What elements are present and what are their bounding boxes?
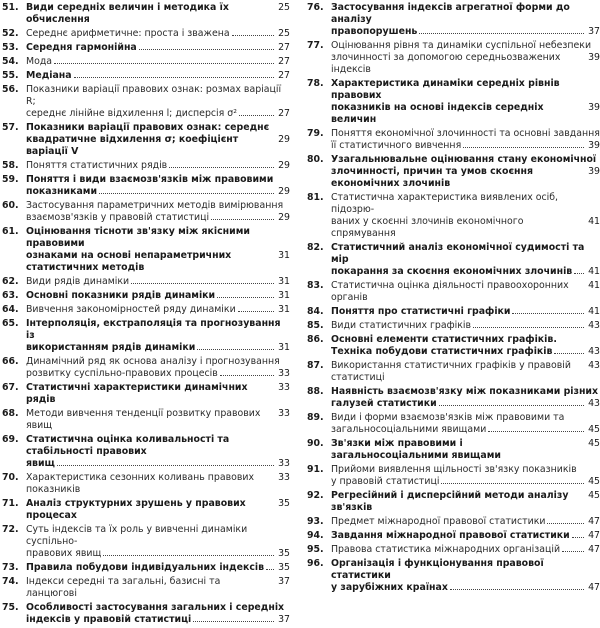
toc-page-number: 43 bbox=[588, 320, 600, 331]
toc-entry-number: 78. bbox=[307, 78, 324, 89]
toc-entry-title-line: ваних у скоєнні злочинів економічного спрямування bbox=[331, 216, 524, 239]
toc-page-number: 33 bbox=[278, 472, 290, 483]
toc-entry-number: 60. bbox=[2, 200, 19, 211]
toc-entry[interactable] bbox=[0, 42, 290, 54]
dot-leader bbox=[239, 115, 274, 116]
toc-entry[interactable] bbox=[305, 320, 600, 332]
toc-entry[interactable] bbox=[0, 276, 290, 288]
toc-page-number: 45 bbox=[588, 438, 600, 449]
toc-entry-title-line: Статистична характеристика виявлених осіб, підозрю- bbox=[331, 192, 558, 215]
toc-entry-title-line: Види статистичних графіків bbox=[331, 320, 472, 331]
toc-entry[interactable] bbox=[0, 524, 290, 560]
toc-entry-title-line: Динамічний ряд як основа аналізу і прогнозування bbox=[26, 356, 280, 367]
toc-entry-title-line: Вивчення закономірностей ряду динаміки bbox=[26, 304, 236, 315]
toc-entry-title-line: у зарубіжних країнах bbox=[331, 582, 448, 593]
toc-entry-number: 82. bbox=[307, 242, 324, 253]
toc-page-number: 33 bbox=[278, 458, 290, 469]
dot-leader bbox=[439, 405, 584, 406]
toc-entry-title-line: Аналіз структурних зрушень у правових процесах bbox=[26, 498, 246, 521]
toc-page-number: 47 bbox=[588, 582, 600, 593]
toc-page-number: 31 bbox=[278, 342, 290, 353]
toc-page-number: 47 bbox=[588, 516, 600, 527]
toc-entry-title-line: Оцінювання рівня та динаміки суспільної небезпеки bbox=[331, 40, 592, 51]
toc-entry[interactable] bbox=[0, 84, 290, 120]
toc-page-number: 45 bbox=[588, 476, 600, 487]
toc-page-number: 37 bbox=[278, 614, 290, 625]
toc-page-number: 41 bbox=[588, 216, 600, 227]
toc-entry-title-line: загальносоціальними явищами bbox=[331, 424, 487, 435]
toc-entry[interactable] bbox=[305, 128, 600, 152]
toc-entry-title-line: Предмет міжнародної правової статистики bbox=[331, 516, 546, 527]
toc-entry-title-line: Середнє арифметичне: проста і зважена bbox=[26, 28, 230, 39]
toc-entry-number: 80. bbox=[307, 154, 324, 165]
toc-entry-title-line: Узагальнювальне оцінювання стану економічної bbox=[331, 154, 597, 165]
toc-page-number: 41 bbox=[588, 280, 600, 291]
toc-entry[interactable] bbox=[0, 28, 290, 40]
toc-entry-title-line: Статистичні характеристики динамічних рядів bbox=[26, 382, 248, 405]
toc-page-number: 33 bbox=[278, 382, 290, 393]
toc-page-number: 31 bbox=[278, 276, 290, 287]
toc-entry[interactable] bbox=[305, 40, 600, 76]
toc-entry-number: 95. bbox=[307, 544, 324, 555]
toc-entry-number: 96. bbox=[307, 558, 324, 569]
toc-entry[interactable] bbox=[305, 280, 600, 304]
toc-entry[interactable] bbox=[305, 544, 600, 556]
toc-entry-title-line: Основні елементи статистичних графіків. bbox=[331, 334, 557, 345]
toc-entry-number: 55. bbox=[2, 70, 19, 81]
toc-page-number: 27 bbox=[278, 70, 290, 81]
toc-entry[interactable] bbox=[305, 192, 600, 240]
toc-entry-number: 54. bbox=[2, 56, 19, 67]
dot-leader bbox=[57, 465, 274, 466]
toc-entry-number: 87. bbox=[307, 360, 324, 371]
toc-entry-title-line: Застосування параметричних методів вимірювання bbox=[26, 200, 284, 211]
toc-page-number: 43 bbox=[588, 346, 600, 357]
toc-entry[interactable] bbox=[0, 304, 290, 316]
toc-right-column bbox=[305, 2, 600, 596]
toc-page-number: 35 bbox=[278, 562, 290, 573]
toc-entry-title-line: показників на основі індексів середніх величин bbox=[331, 102, 544, 125]
toc-entry[interactable] bbox=[0, 562, 290, 574]
toc-entry-number: 81. bbox=[307, 192, 324, 203]
toc-entry-number: 92. bbox=[307, 490, 324, 501]
dot-leader bbox=[512, 313, 584, 314]
dot-leader bbox=[441, 483, 584, 484]
toc-entry[interactable] bbox=[0, 2, 290, 26]
toc-entry-title-line: покарання за скоєння економічних злочинів bbox=[331, 266, 573, 277]
dot-leader bbox=[99, 193, 274, 194]
toc-page-number: 25 bbox=[278, 28, 290, 39]
toc-entry-title-line: Поняття економічної злочинності та основні завдання bbox=[331, 128, 600, 139]
toc-entry-title-line: Види рядів динаміки bbox=[26, 276, 130, 287]
toc-entry-title-line: Прийоми виявлення щільності зв'язку показників bbox=[331, 464, 577, 475]
toc-entry-title-line: індексів у правовій статистиці bbox=[26, 614, 192, 625]
toc-entry-title-line: Мода bbox=[26, 56, 53, 67]
dot-leader bbox=[562, 551, 584, 552]
dot-leader bbox=[238, 311, 274, 312]
toc-entry-title-line: Характеристика динаміки середніх рівнів правових bbox=[331, 78, 560, 101]
toc-entry[interactable] bbox=[0, 382, 290, 406]
toc-entry[interactable] bbox=[305, 516, 600, 528]
toc-page-number: 35 bbox=[278, 498, 290, 509]
toc-entry[interactable] bbox=[0, 318, 290, 354]
toc-entry-number: 71. bbox=[2, 498, 19, 509]
toc-entry-title-line: Основні показники рядів динаміки bbox=[26, 290, 216, 301]
toc-entry[interactable] bbox=[0, 226, 290, 274]
dot-leader bbox=[139, 49, 274, 50]
toc-entry-number: 70. bbox=[2, 472, 19, 483]
dot-leader bbox=[419, 33, 584, 34]
toc-entry-title-line: Види середніх величин і методика їх обчислення bbox=[26, 2, 229, 25]
toc-entry[interactable] bbox=[305, 490, 600, 514]
toc-entry-title-line: Характеристика сезонних коливань правових показників bbox=[26, 472, 255, 495]
toc-entry-title-line: взаємозв'язків у правовій статистиці bbox=[26, 212, 210, 223]
toc-entry-title-line: середнє лінійне відхилення l; дисперсія σ² bbox=[26, 108, 237, 119]
toc-page-number: 47 bbox=[588, 544, 600, 555]
dot-leader bbox=[54, 63, 274, 64]
toc-entry[interactable] bbox=[305, 558, 600, 594]
toc-entry-number: 79. bbox=[307, 128, 324, 139]
dot-leader bbox=[169, 167, 274, 168]
toc-entry[interactable] bbox=[305, 530, 600, 542]
toc-entry-title-line: Показники варіації правових ознак: середнє bbox=[26, 122, 270, 133]
toc-entry-title-line: ознаками на основі непараметричних статистичних методів bbox=[26, 250, 232, 273]
toc-entry-number: 67. bbox=[2, 382, 19, 393]
toc-entry-title-line: Поняття і види взаємозв'язків між правовими bbox=[26, 174, 274, 185]
toc-entry[interactable] bbox=[305, 306, 600, 318]
toc-entry-number: 57. bbox=[2, 122, 19, 133]
toc-page-number: 31 bbox=[278, 304, 290, 315]
dot-leader bbox=[450, 589, 584, 590]
toc-entry-number: 73. bbox=[2, 562, 19, 573]
toc-entry-number: 66. bbox=[2, 356, 19, 367]
toc-entry[interactable] bbox=[305, 360, 600, 384]
toc-entry[interactable] bbox=[305, 464, 600, 488]
toc-entry[interactable] bbox=[0, 498, 290, 522]
dot-leader bbox=[211, 219, 274, 220]
toc-entry-title-line: Зв'язки між правовими і загальносоціальними явищами bbox=[331, 438, 501, 461]
toc-page-number: 29 bbox=[278, 160, 290, 171]
toc-page-number: 41 bbox=[588, 266, 600, 277]
dot-leader bbox=[197, 349, 274, 350]
toc-left-column bbox=[0, 2, 290, 628]
toc-entry[interactable] bbox=[0, 160, 290, 172]
toc-entry-title-line: Застосування індексів агрегатної форми до аналізу bbox=[331, 2, 570, 25]
dot-leader bbox=[220, 375, 274, 376]
toc-entry-number: 72. bbox=[2, 524, 19, 535]
toc-entry-title-line: Суть індексів та їх роль у вивченні динаміки суспільно- bbox=[26, 524, 248, 547]
toc-page-number: 31 bbox=[278, 250, 290, 261]
toc-entry-number: 68. bbox=[2, 408, 19, 419]
toc-page-number: 29 bbox=[278, 134, 290, 145]
toc-entry-title-line: у правовій статистиці bbox=[331, 476, 440, 487]
toc-entry-title-line: Поняття статистичних рядів bbox=[26, 160, 168, 171]
toc-entry[interactable] bbox=[0, 576, 290, 600]
toc-page-number: 25 bbox=[278, 2, 290, 13]
toc-entry-number: 62. bbox=[2, 276, 19, 287]
toc-entry-title-line: Організація і функціонування правової статистики bbox=[331, 558, 544, 581]
toc-entry[interactable] bbox=[305, 386, 600, 410]
toc-page-number: 31 bbox=[278, 290, 290, 301]
dot-leader bbox=[463, 147, 584, 148]
toc-entry-title-line: правопорушень bbox=[331, 26, 418, 37]
toc-entry-title-line: явищ bbox=[26, 458, 55, 469]
toc-entry-number: 90. bbox=[307, 438, 324, 449]
toc-entry[interactable] bbox=[0, 200, 290, 224]
dot-leader bbox=[131, 283, 274, 284]
toc-entry-number: 85. bbox=[307, 320, 324, 331]
toc-entry-number: 83. bbox=[307, 280, 324, 291]
toc-page-number: 39 bbox=[588, 166, 600, 177]
toc-entry-number: 58. bbox=[2, 160, 19, 171]
toc-page-number: 27 bbox=[278, 42, 290, 53]
toc-entry-number: 84. bbox=[307, 306, 324, 317]
dot-leader bbox=[193, 621, 274, 622]
toc-entry-number: 51. bbox=[2, 2, 19, 13]
toc-entry[interactable] bbox=[0, 434, 290, 470]
toc-entry-number: 65. bbox=[2, 318, 19, 329]
toc-entry-number: 93. bbox=[307, 516, 324, 527]
toc-entry-number: 69. bbox=[2, 434, 19, 445]
toc-entry[interactable] bbox=[305, 78, 600, 126]
toc-entry-number: 76. bbox=[307, 2, 324, 13]
toc-entry-title-line: Статистична оцінка діяльності правоохоронних органів bbox=[331, 280, 569, 303]
toc-page-number: 41 bbox=[588, 306, 600, 317]
toc-entry-title-line: правових явищ bbox=[26, 548, 102, 559]
toc-entry-title-line: Статистичний аналіз економічної судимості та мір bbox=[331, 242, 585, 265]
toc-entry[interactable] bbox=[0, 56, 290, 68]
toc-entry-title-line: Наявність взаємозв'язку між показниками різних bbox=[331, 386, 599, 397]
toc-page-number: 29 bbox=[278, 212, 290, 223]
toc-entry[interactable] bbox=[0, 290, 290, 302]
toc-entry[interactable] bbox=[0, 174, 290, 198]
toc-entry-title-line: Середня гармонійна bbox=[26, 42, 137, 53]
dot-leader bbox=[574, 273, 584, 274]
toc-entry-title-line: Види і форми взаємозв'язків між правовими та bbox=[331, 412, 565, 423]
dot-leader bbox=[217, 297, 274, 298]
toc-entry-number: 64. bbox=[2, 304, 19, 315]
toc-entry-title-line: Поняття про статистичні графіки bbox=[331, 306, 511, 317]
toc-entry-number: 59. bbox=[2, 174, 19, 185]
toc-page-number: 27 bbox=[278, 56, 290, 67]
dot-leader bbox=[232, 35, 274, 36]
toc-entry-number: 75. bbox=[2, 602, 19, 613]
toc-entry[interactable] bbox=[305, 2, 600, 38]
dot-leader bbox=[488, 431, 584, 432]
toc-entry[interactable] bbox=[305, 412, 600, 436]
dot-leader bbox=[572, 537, 584, 538]
toc-page-number: 39 bbox=[588, 102, 600, 113]
toc-entry[interactable] bbox=[0, 602, 290, 626]
toc-entry-number: 88. bbox=[307, 386, 324, 397]
toc-page-number: 39 bbox=[588, 52, 600, 63]
toc-page-number: 43 bbox=[588, 398, 600, 409]
toc-entry-title-line: квадратичне відхилення σ; коефіцієнт варіації V bbox=[26, 134, 239, 157]
toc-page-number: 45 bbox=[588, 424, 600, 435]
toc-entry[interactable] bbox=[305, 242, 600, 278]
toc-page-number: 39 bbox=[588, 140, 600, 151]
toc-entry-number: 61. bbox=[2, 226, 19, 237]
toc-page-number: 27 bbox=[278, 108, 290, 119]
toc-entry-number: 89. bbox=[307, 412, 324, 423]
toc-entry-number: 91. bbox=[307, 464, 324, 475]
toc-entry-title-line: розвитку суспільно-правових процесів bbox=[26, 368, 218, 379]
toc-page-number: 37 bbox=[278, 576, 290, 587]
dot-leader bbox=[103, 555, 274, 556]
toc-page-number: 43 bbox=[588, 360, 600, 371]
toc-page-number: 33 bbox=[278, 408, 290, 419]
toc-entry-title-line: злочинності за допомогою середньозважених індексів bbox=[331, 52, 561, 75]
toc-entry-title-line: Інтерполяція, екстраполяція та прогнозування із bbox=[26, 318, 281, 341]
toc-entry[interactable] bbox=[305, 334, 600, 358]
toc-entry-number: 86. bbox=[307, 334, 324, 345]
toc-page-number: 29 bbox=[278, 186, 290, 197]
toc-entry-title-line: Техніка побудови статистичних графіків bbox=[331, 346, 553, 357]
toc-page-number: 37 bbox=[588, 26, 600, 37]
toc-entry-number: 63. bbox=[2, 290, 19, 301]
toc-entry-title-line: показниками bbox=[26, 186, 98, 197]
toc-entry[interactable] bbox=[305, 154, 600, 190]
toc-page-number: 45 bbox=[588, 490, 600, 501]
toc-entry-number: 53. bbox=[2, 42, 19, 53]
toc-page-number: 47 bbox=[588, 530, 600, 541]
toc-entry-number: 77. bbox=[307, 40, 324, 51]
dot-leader bbox=[554, 353, 584, 354]
toc-entry-title-line: її статистичного вивчення bbox=[331, 140, 462, 151]
toc-entry-title-line: Використання статистичних графіків у правовій статистиці bbox=[331, 360, 571, 383]
toc-entry[interactable] bbox=[0, 356, 290, 380]
toc-entry-number: 94. bbox=[307, 530, 324, 541]
toc-entry-title-line: Методи вивчення тенденції розвитку правових явищ bbox=[26, 408, 261, 431]
toc-entry-number: 56. bbox=[2, 84, 19, 95]
toc-entry[interactable] bbox=[305, 438, 600, 462]
dot-leader bbox=[473, 327, 584, 328]
toc-entry-title-line: Особливості застосування загальних і середніх bbox=[26, 602, 285, 613]
toc-entry-title-line: Регресійний і дисперсійний методи аналізу зв'язків bbox=[331, 490, 569, 513]
toc-entry-title-line: галузей статистики bbox=[331, 398, 437, 409]
toc-entry-title-line: Правила побудови індивідуальних індексів bbox=[26, 562, 265, 573]
toc-entry-number: 74. bbox=[2, 576, 19, 587]
toc-entry[interactable] bbox=[0, 472, 290, 496]
toc-entry[interactable] bbox=[0, 122, 290, 158]
dot-leader bbox=[74, 77, 274, 78]
toc-entry-title-line: Індекси середні та загальні, базисні та ланцюгові bbox=[26, 576, 221, 599]
toc-entry-title-line: Медіана bbox=[26, 70, 72, 81]
toc-entry-title-line: Оцінювання тісноти зв'язку між якісними правовими bbox=[26, 226, 250, 249]
toc-entry[interactable] bbox=[0, 70, 290, 82]
toc-entry-title-line: Правова статистика міжнародних організацій bbox=[331, 544, 561, 555]
toc-page-number: 33 bbox=[278, 368, 290, 379]
toc-entry-number: 52. bbox=[2, 28, 19, 39]
toc-entry[interactable] bbox=[0, 408, 290, 432]
toc-entry-title-line: Завдання міжнародної правової статистики bbox=[331, 530, 570, 541]
dot-leader bbox=[266, 569, 274, 570]
toc-entry-title-line: Показники варіації правових ознак: розмах варіації R; bbox=[26, 84, 282, 107]
toc-page-number: 35 bbox=[278, 548, 290, 559]
dot-leader bbox=[547, 523, 584, 524]
toc-entry-title-line: Статистична оцінка коливальності та стабільності правових bbox=[26, 434, 230, 457]
toc-entry-title-line: використанням рядів динаміки bbox=[26, 342, 196, 353]
toc-entry-title-line: злочинності, причин та умов скоєння економічних злочинів bbox=[331, 166, 534, 189]
